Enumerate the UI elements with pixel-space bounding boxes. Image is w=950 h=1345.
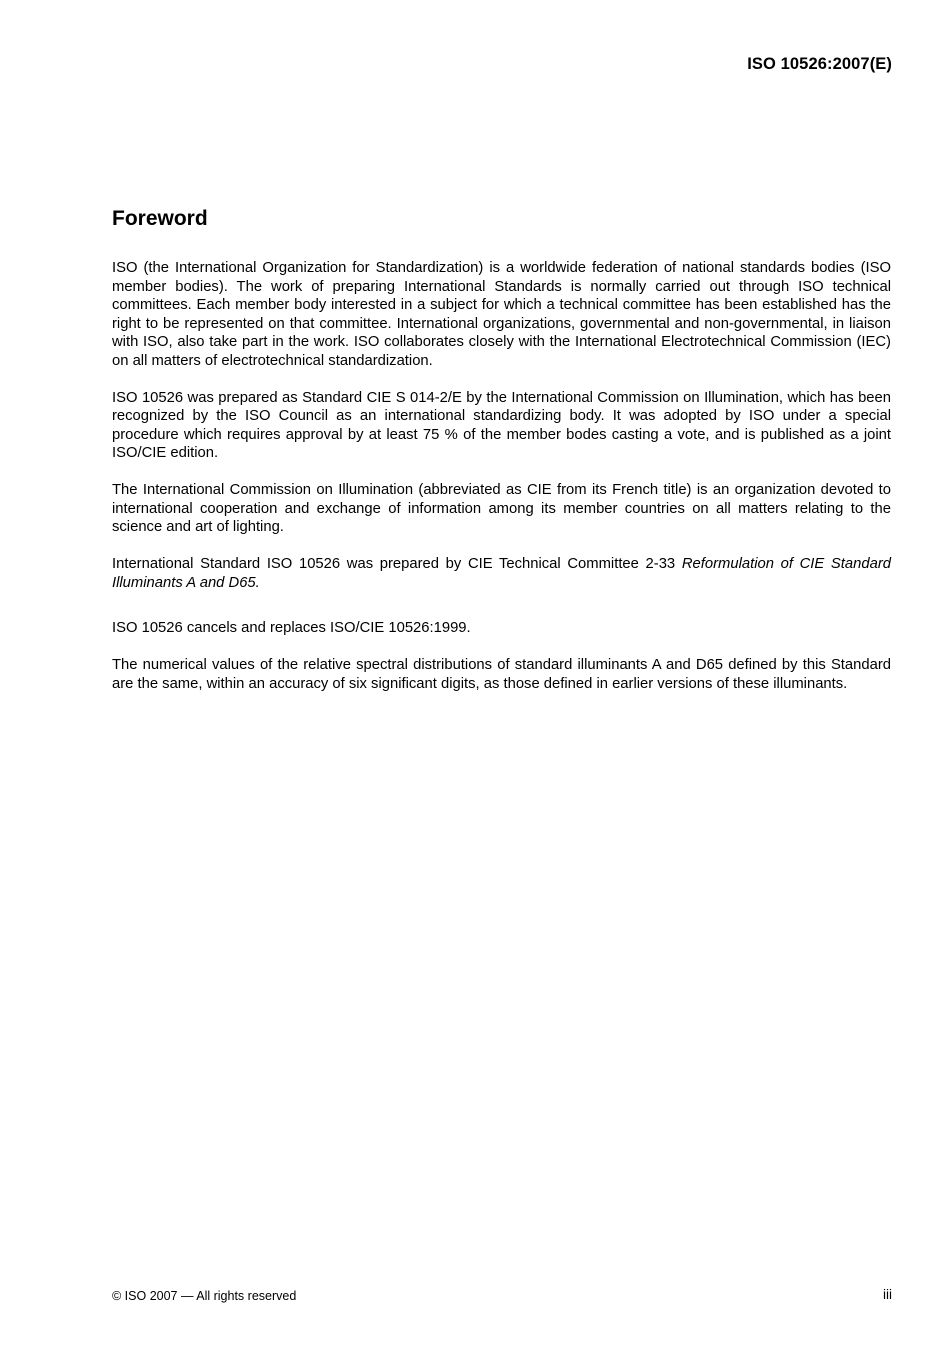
committee-text: International Standard ISO 10526 was prepared by CIE Technical Committee 2-33 (112, 556, 682, 572)
foreword-body (112, 259, 891, 712)
section-title: Foreword (112, 207, 208, 230)
document-id: ISO 10526:2007(E) (747, 55, 892, 73)
page-number: iii (883, 1287, 892, 1302)
committee-title: Reformulation of CIE Standard Illuminants A and D65. (112, 556, 891, 591)
paragraph-cancels-replaces: ISO 10526 cancels and replaces ISO/CIE 10526:1999. (112, 620, 471, 636)
copyright-notice: © ISO 2007 — All rights reserved (112, 1289, 297, 1303)
paragraph-technical-committee (112, 555, 891, 592)
paragraph-iso-federation: ISO (the International Organization for Standardization) is a worldwide federation of national standards bodies (ISO member bodies). The work of preparing International Standards is normally carried out through ISO technical committees. Each member body interested in a subject for which a technical committee has been established has the right to be represented on that committee. International organizations, governmental and non-governmental, in liaison with ISO, also take part in the work. ISO collaborates closely with the International Electrotechnical Commission (IEC) on all matters of electrotechnical standardization. (112, 260, 891, 369)
paragraph-prepared-as-cie-standard: ISO 10526 was prepared as Standard CIE S 014-2/E by the International Commission on Illumination, which has been recognized by the ISO Council as an international standardizing body. It was adopted by ISO under a special procedure which requires approval by at least 75 % of the member bodes casting a vote, and is published as a joint ISO/CIE edition. (112, 389, 891, 461)
paragraph-cie-description: The International Commission on Illumination (abbreviated as CIE from its French title) is an organization devoted to international cooperation and exchange of information among its member countries on all matters relating to the science and art of lighting. (112, 482, 891, 535)
paragraph-numerical-values: The numerical values of the relative spectral distributions of standard illuminants A and D65 defined by this Standard are the same, within an accuracy of six significant digits, as those defined in earlier versions of these illuminants. (112, 657, 891, 692)
